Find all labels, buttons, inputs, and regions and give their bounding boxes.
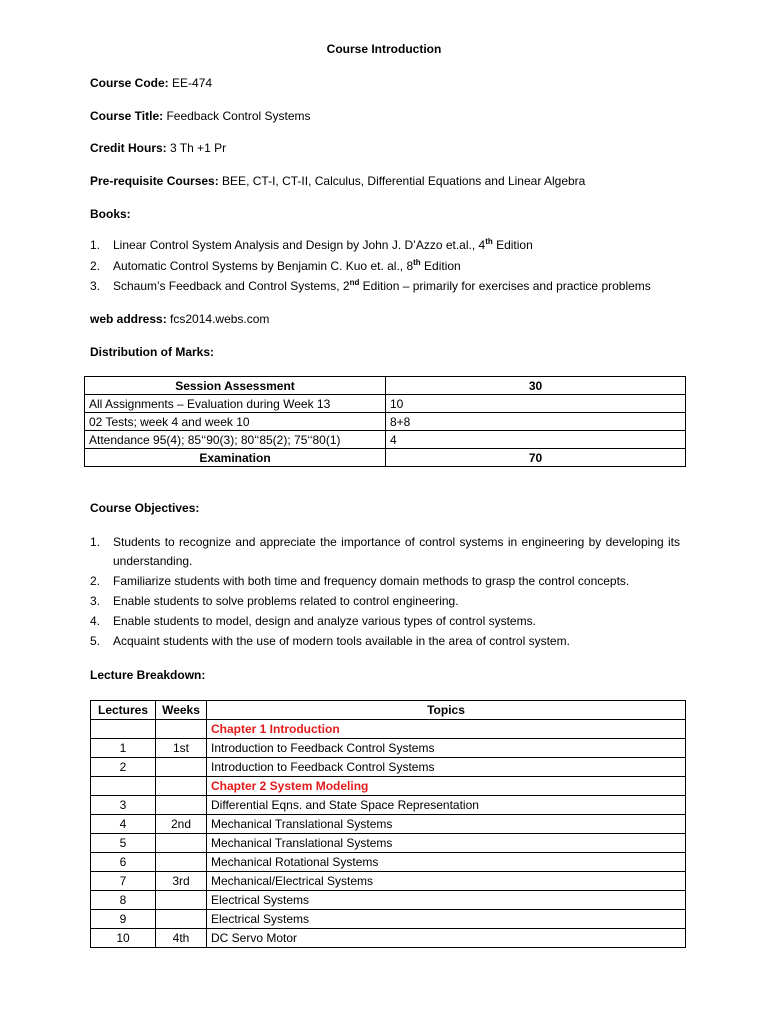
course-title-value: Feedback Control Systems (163, 109, 311, 123)
marks-item: Session Assessment (85, 377, 386, 395)
marks-value: 30 (386, 377, 686, 395)
table-row (85, 449, 686, 467)
table-row (91, 910, 686, 929)
table-row (91, 720, 686, 739)
book-number: 1. (90, 238, 101, 252)
book-text (113, 277, 680, 296)
column-header-topics: Topics (207, 701, 686, 720)
web-address-label: web address: (90, 312, 167, 326)
table-row (91, 739, 686, 758)
table-header-row (91, 701, 686, 720)
book-title: Schaum’s Feedback and Control Systems, 2 (113, 279, 350, 293)
lecture-number: 1 (91, 739, 156, 758)
objective-text: Students to recognize and appreciate the importance of control systems in engineering by developing its understanding. (113, 535, 680, 568)
lecture-week: 3rd (156, 872, 207, 891)
marks-value: 70 (386, 449, 686, 467)
objective-number: 5. (90, 634, 101, 648)
lecture-number: 3 (91, 796, 156, 815)
web-address-link[interactable]: fcs2014.webs.com (166, 312, 270, 326)
lecture-week (156, 853, 207, 872)
lecture-week (156, 891, 207, 910)
book-title: Linear Control System Analysis and Design by John J. D’Azzo et.al., 4 (113, 238, 486, 252)
lecture-topic: Introduction to Feedback Control Systems (207, 739, 686, 758)
credit-hours-label: Credit Hours: (90, 141, 167, 155)
lecture-week (156, 910, 207, 929)
web-address (90, 312, 269, 326)
lecture-topic: Mechanical/Electrical Systems (207, 872, 686, 891)
lecture-week (156, 720, 207, 739)
lecture-topic: Differential Eqns. and State Space Representation (207, 796, 686, 815)
table-row (91, 815, 686, 834)
objective-text: Enable students to model, design and analyze various types of control systems. (113, 614, 536, 628)
marks-item: All Assignments – Evaluation during Week 13 (85, 395, 386, 413)
lecture-topic: Mechanical Rotational Systems (207, 853, 686, 872)
book-number: 2. (90, 259, 101, 273)
lecture-week (156, 758, 207, 777)
lecture-number: 2 (91, 758, 156, 777)
objective-text: Familiarize students with both time and frequency domain methods to grasp the control concepts. (113, 574, 630, 588)
lectures-heading: Lecture Breakdown: (90, 668, 206, 682)
objectives-heading: Course Objectives: (90, 501, 200, 515)
marks-heading: Distribution of Marks: (90, 345, 215, 359)
lecture-number: 6 (91, 853, 156, 872)
marks-item: 02 Tests; week 4 and week 10 (85, 413, 386, 431)
table-row (91, 796, 686, 815)
chapter-title: Chapter 1 Introduction (207, 720, 686, 739)
lecture-topic: Electrical Systems (207, 910, 686, 929)
lecture-number: 9 (91, 910, 156, 929)
book-edition-sup: th (413, 258, 421, 267)
lecture-table (90, 700, 686, 948)
table-row (85, 377, 686, 395)
course-code (90, 76, 212, 90)
book-edition: Edition (492, 238, 533, 252)
table-row (91, 834, 686, 853)
objective-text: Enable students to solve problems related to control engineering. (113, 594, 459, 608)
book-title: Automatic Control Systems by Benjamin C. Kuo et. al., 8 (113, 259, 414, 273)
marks-table (84, 376, 686, 467)
objective-number: 2. (90, 574, 101, 588)
course-title (90, 109, 311, 123)
objective-number: 1. (90, 535, 101, 549)
objective-number: 3. (90, 594, 101, 608)
marks-item: Attendance 95(4); 85‘‘90(3); 80‘‘85(2); 75‘‘80(1) (85, 431, 386, 449)
table-row (85, 395, 686, 413)
lecture-topic: DC Servo Motor (207, 929, 686, 948)
lecture-topic: Electrical Systems (207, 891, 686, 910)
lecture-number: 7 (91, 872, 156, 891)
prerequisites-value: BEE, CT-I, CT-II, Calculus, Differential Equations and Linear Algebra (218, 174, 586, 188)
lecture-week (156, 834, 207, 853)
objective-number: 4. (90, 614, 101, 628)
marks-value: 8+8 (386, 413, 686, 431)
table-row (91, 891, 686, 910)
table-row (85, 413, 686, 431)
marks-item: Examination (85, 449, 386, 467)
lecture-week (156, 777, 207, 796)
lecture-number: 5 (91, 834, 156, 853)
table-row (85, 431, 686, 449)
course-title-label: Course Title: (90, 109, 164, 123)
chapter-title: Chapter 2 System Modeling (207, 777, 686, 796)
credit-hours (90, 141, 226, 155)
lecture-number: 4 (91, 815, 156, 834)
table-row (91, 929, 686, 948)
books-heading: Books: (90, 207, 131, 221)
table-row (91, 872, 686, 891)
lecture-number (91, 777, 156, 796)
credit-hours-value: 3 Th +1 Pr (166, 141, 227, 155)
lecture-number: 8 (91, 891, 156, 910)
objective-item (90, 533, 680, 571)
table-row (91, 777, 686, 796)
lecture-topic: Mechanical Translational Systems (207, 834, 686, 853)
book-text (113, 236, 680, 255)
book-text (113, 257, 680, 276)
prerequisites-label: Pre-requisite Courses: (90, 174, 219, 188)
lecture-number: 10 (91, 929, 156, 948)
book-edition-sup: th (485, 237, 493, 246)
lecture-week: 2nd (156, 815, 207, 834)
marks-value: 4 (386, 431, 686, 449)
book-edition: Edition (420, 259, 461, 273)
column-header-weeks: Weeks (156, 701, 207, 720)
column-header-lectures: Lectures (91, 701, 156, 720)
book-edition-sup: nd (349, 278, 360, 287)
lecture-number (91, 720, 156, 739)
table-row (91, 853, 686, 872)
lecture-week: 1st (156, 739, 207, 758)
page-title: Course Introduction (326, 42, 442, 56)
book-number: 3. (90, 279, 101, 293)
book-edition: Edition – primarily for exercises and practice problems (359, 279, 651, 293)
lecture-week: 4th (156, 929, 207, 948)
marks-value: 10 (386, 395, 686, 413)
course-code-label: Course Code: (90, 76, 169, 90)
table-row (91, 758, 686, 777)
objective-text: Acquaint students with the use of modern tools available in the area of control system. (113, 634, 570, 648)
lecture-topic: Introduction to Feedback Control Systems (207, 758, 686, 777)
prerequisites (90, 174, 585, 188)
course-code-value: EE-474 (168, 76, 213, 90)
lecture-topic: Mechanical Translational Systems (207, 815, 686, 834)
lecture-week (156, 796, 207, 815)
